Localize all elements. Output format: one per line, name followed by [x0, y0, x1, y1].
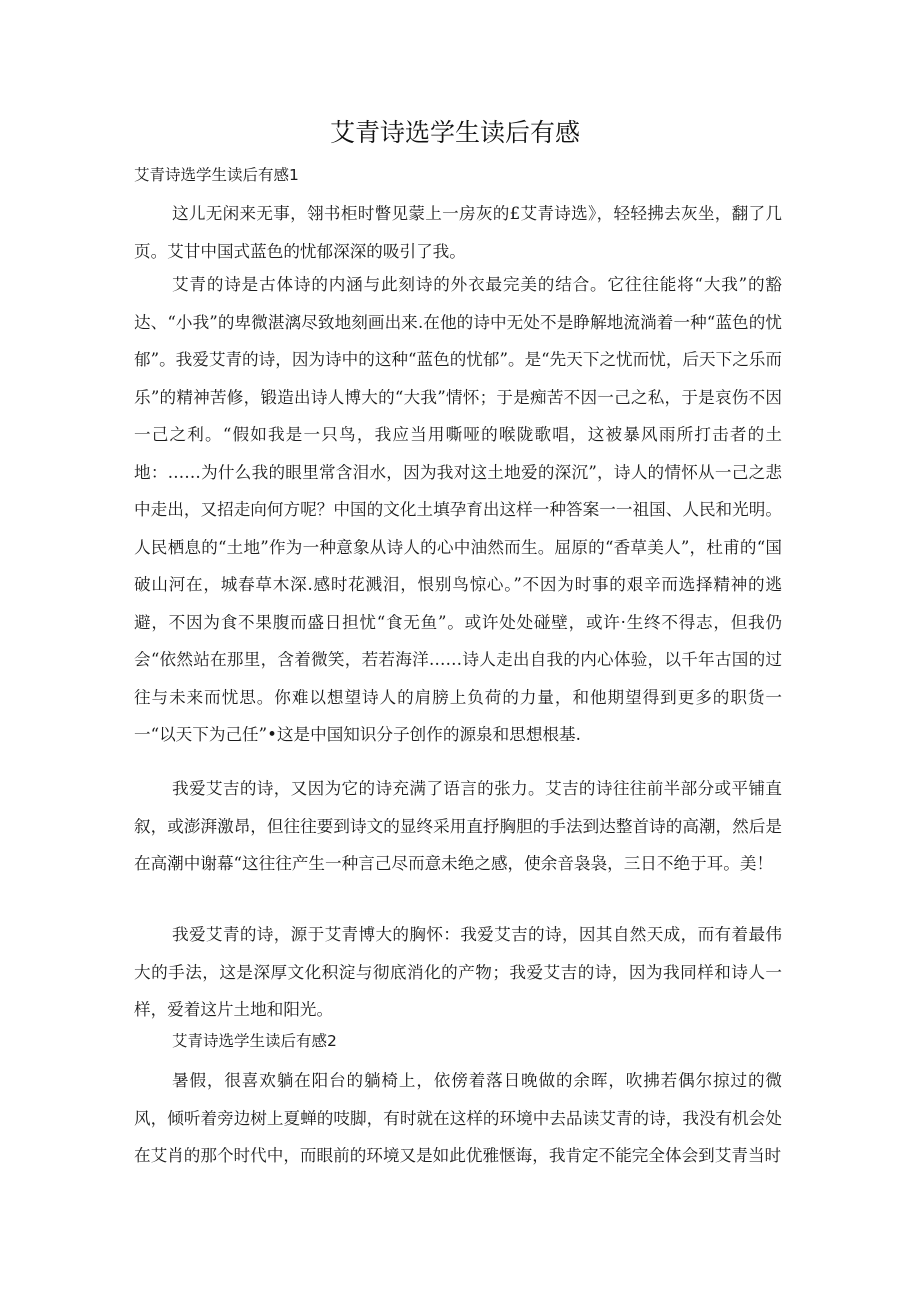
document-title: 艾青诗选学生读后有感 — [329, 118, 580, 147]
section-heading-1: 艾青诗选学生读后有感1 — [134, 166, 299, 184]
section-heading-2: 艾青诗选学生读后有感2 — [172, 1032, 337, 1050]
paragraph: 我爱艾青的诗，源于艾青博大的胸怀：我爱艾吉的诗，因其自然天成，而有着最伟大的手法，这是深厚文化积淀与彻底消化的产物；我爱艾吉的诗，因为我同样和诗人一样，爱着这片土地和阳光。 — [134, 925, 782, 1019]
paragraph: 暑假，很喜欢躺在阳台的躺椅上，依傍着落日晚做的余晖，吹拂若偶尔掠过的微风，倾听着旁边树上夏蝉的吱脚，有时就在这样的环境中去品读艾青的诗，我没有机会处在艾肖的那个时代中，而眼前的环境又是如此优雅惬诲，我肯定不能完全体会到艾青当时 — [134, 1071, 782, 1165]
paragraph: 我爱艾吉的诗，又因为它的诗充满了语言的张力。艾吉的诗往往前半部分或平铺直叙，或澎湃激昂，但往往要到诗文的显终采用直抒胸胆的手法到达整首诗的高潮，然后是在高潮中谢幕“这往往产生一种言己尽而意未绝之感，使余音袅袅，三日不绝于耳。美！ — [134, 779, 782, 873]
paragraph: 这儿无闲来无事，翎书柜时瞥见蒙上一房灰的£艾青诗选》，轻轻拂去灰坐，翻了几页。艾甘中国式蓝色的忧郁深深的吸引了我。 — [134, 204, 782, 261]
paragraph: 艾青的诗是古体诗的内涵与此刻诗的外衣最完美的结合。它往往能将“大我”的豁达、“小我”的卑微湛漓尽致地刻画出来.在他的诗中无处不是睁解地流淌着一种“蓝色的忧郁”。我爱艾青的诗，因为诗中的这种“蓝色的忧郁”。是“先天下之忧而忧，后天下之乐而乐”的精神苦修，锻造出诗人博大的“大我”情怀；于是痴苦不因一己之私，于是哀伤不因一己之利。“假如我是一只鸟，我应当用嘶哑的喉陇歌唱，这被暴风雨所打击者的土地：……为什么我的眼里常含泪水，因为我对这土地爱的深沉”，诗人的情怀从一己之悲中走出，又招走向何方呢？中国的文化土填孕育出这样一种答案一一祖国、人民和光明。人民栖息的“土地”作为一种意象从诗人的心中油然而生。屈原的“香草美人”，杜甫的“国破山河在，城春草木深.感时花溅泪，恨别鸟惊心。”不因为时事的艰辛而选择精神的逃避，不因为食不果腹而盛日担忧“食无鱼”。或许处处碰壁，或许·生终不得志，但我仍会“依然站在那里，含着微笑，若若海洋……诗人走出自我的内心体验，以千年古国的过往与未来而忧思。你难以想望诗人的肩膀上负荷的力量，和他期望得到更多的职货一一“以天下为己任”•这是中国知识分子创作的源泉和思想根基. — [134, 275, 782, 744]
